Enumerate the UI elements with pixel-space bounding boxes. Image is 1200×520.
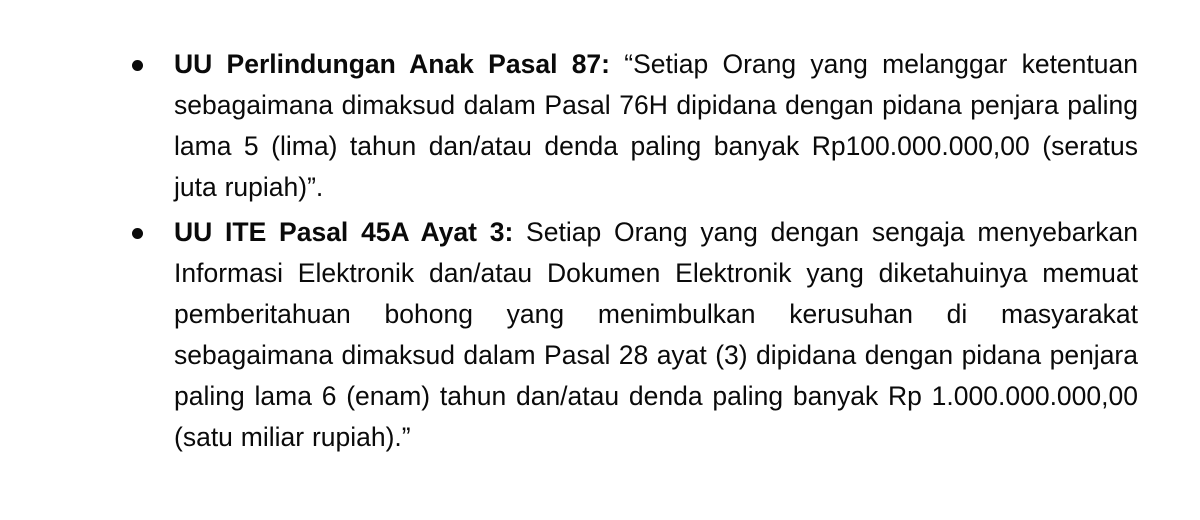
clause-body: Setiap Orang yang dengan sengaja menyebarkan Informasi Elektronik dan/atau Dokumen Elektronik yang diketahuinya memuat pemberitahuan bohong yang menimbulkan kerusuhan di masyarakat sebagaimana dimaksud dalam Pasal 28 ayat (3) dipidana dengan pidana penjara paling lama 6 (enam) tahun dan/atau denda paling banyak Rp 1.000.000.000,00 (satu miliar rupiah).” — [174, 217, 1138, 452]
list-item — [128, 44, 1138, 208]
clause-paragraph — [174, 212, 1138, 458]
legal-clause-list — [128, 44, 1138, 462]
clause-paragraph — [174, 44, 1138, 208]
clause-title: UU Perlindungan Anak Pasal 87: — [174, 49, 610, 79]
clause-body: “Setiap Orang yang melanggar ketentuan sebagaimana dimaksud dalam Pasal 76H dipidana dengan pidana penjara paling lama 5 (lima) tahun dan/atau denda paling banyak Rp100.000.000,00 (seratus juta rupiah)”. — [174, 49, 1138, 202]
clause-title: UU ITE Pasal 45A Ayat 3: — [174, 217, 514, 247]
bullet-point-icon — [132, 228, 143, 239]
list-item — [128, 212, 1138, 458]
bullet-point-icon — [132, 60, 143, 71]
